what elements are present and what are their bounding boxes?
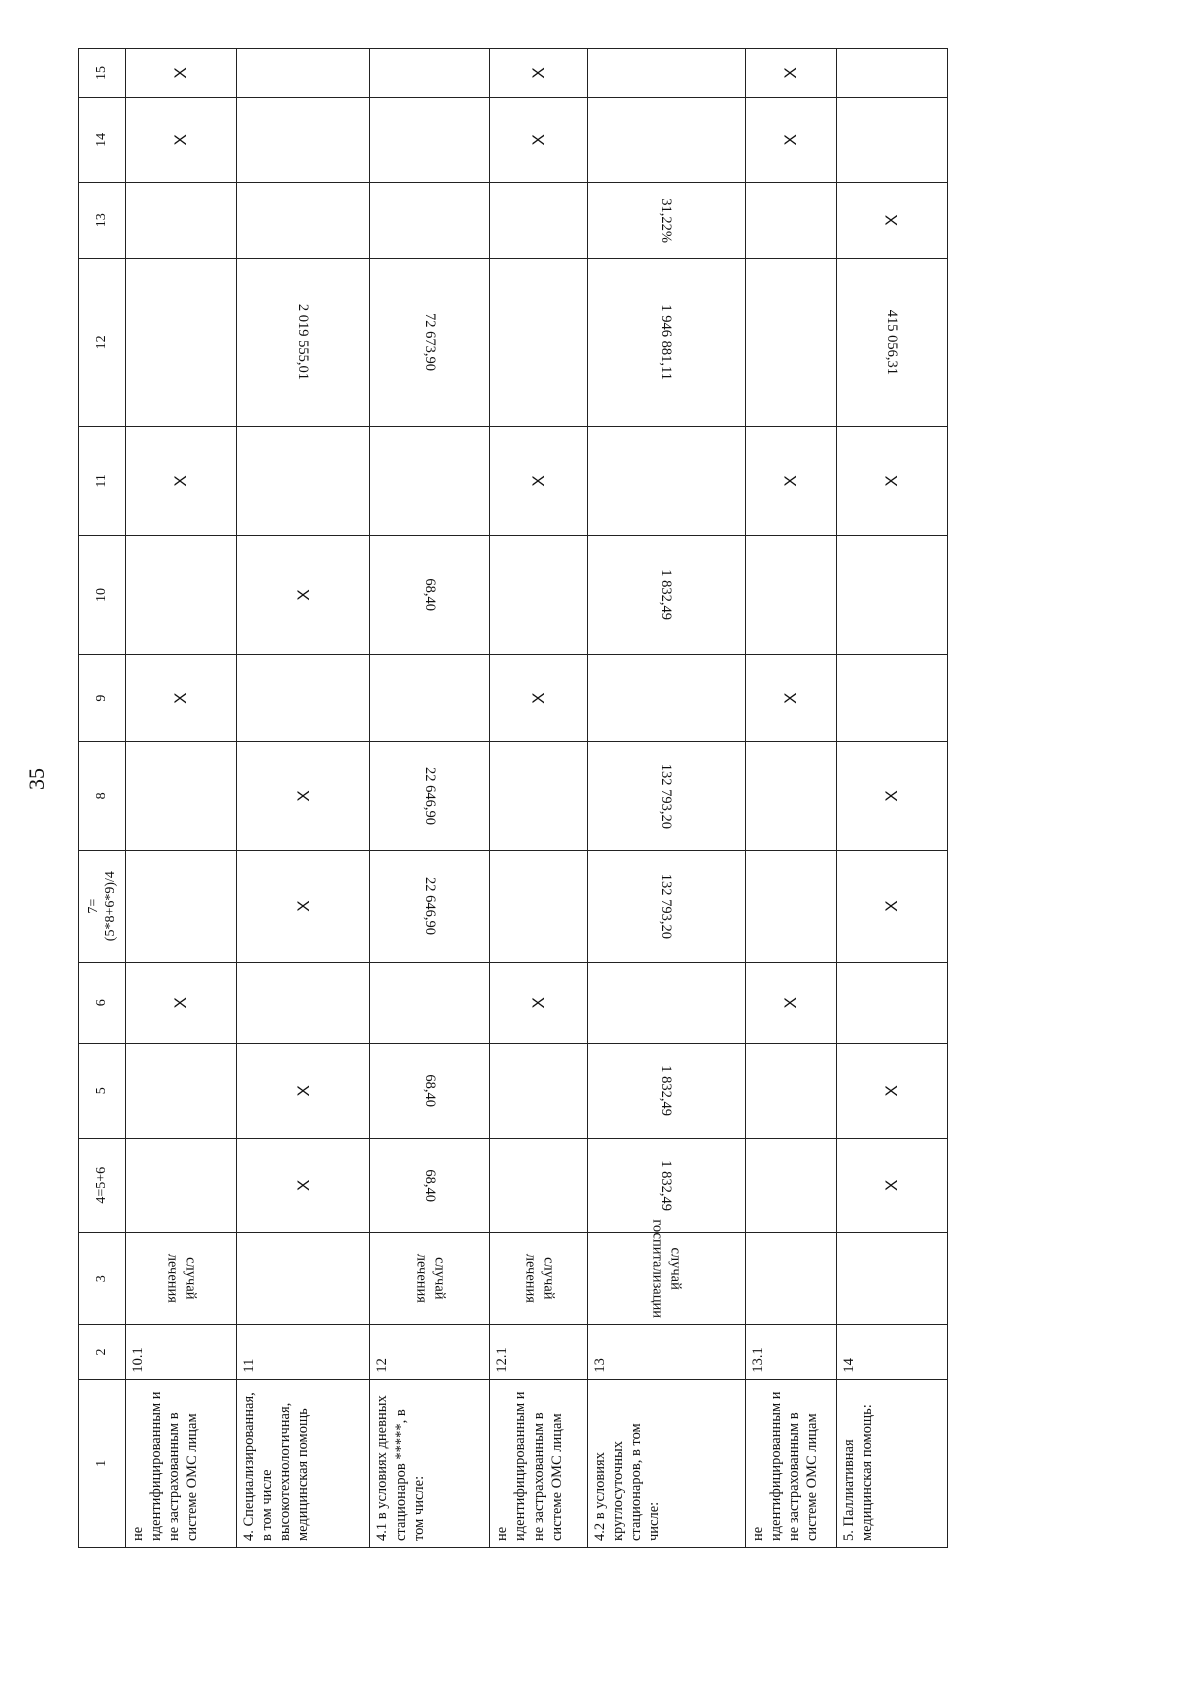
value-cell bbox=[490, 97, 588, 182]
row-number-cell: 13.1 bbox=[745, 1325, 836, 1379]
value-cell bbox=[836, 850, 947, 962]
unit-cell bbox=[836, 1233, 947, 1325]
value-cell bbox=[490, 182, 588, 258]
value-cell bbox=[745, 850, 836, 962]
value-text: 22 646,90 bbox=[421, 766, 438, 825]
unit-text: случай лечения bbox=[164, 1254, 199, 1304]
x-mark: X bbox=[882, 900, 902, 912]
value-cell bbox=[370, 427, 490, 536]
value-cell bbox=[370, 535, 490, 654]
value-cell bbox=[836, 49, 947, 98]
table-row bbox=[745, 49, 836, 1548]
x-mark: X bbox=[293, 1085, 313, 1097]
x-mark: X bbox=[293, 589, 313, 601]
value-text: 132 793,20 bbox=[658, 873, 675, 939]
column-header: 8 bbox=[79, 742, 126, 851]
unit-cell bbox=[237, 1233, 370, 1325]
value-cell bbox=[490, 850, 588, 962]
column-header: 14 bbox=[79, 97, 126, 182]
data-table bbox=[78, 48, 948, 1548]
value-text: 22 646,90 bbox=[421, 877, 438, 936]
row-number-cell: 12 bbox=[370, 1325, 490, 1379]
value-cell bbox=[237, 258, 370, 426]
value-cell bbox=[490, 49, 588, 98]
column-header: 15 bbox=[79, 49, 126, 98]
value-cell bbox=[588, 49, 746, 98]
value-text: 1 946 881,11 bbox=[658, 304, 675, 381]
x-mark: X bbox=[781, 692, 801, 704]
x-mark: X bbox=[171, 475, 191, 487]
value-cell bbox=[490, 742, 588, 851]
value-cell bbox=[745, 427, 836, 536]
unit-text: случай госпитализации bbox=[649, 1219, 684, 1319]
value-cell bbox=[588, 427, 746, 536]
unit-cell bbox=[490, 1233, 588, 1325]
value-cell bbox=[126, 535, 237, 654]
column-header: 2 bbox=[79, 1325, 126, 1379]
value-cell bbox=[370, 962, 490, 1043]
value-cell bbox=[836, 1138, 947, 1233]
value-cell bbox=[490, 962, 588, 1043]
row-number-cell: 13 bbox=[588, 1325, 746, 1379]
column-header: 5 bbox=[79, 1044, 126, 1139]
row-name-cell: 4.1 в условиях дневных стационаров *****, в том числе: bbox=[370, 1379, 490, 1547]
column-header: 1 bbox=[79, 1379, 126, 1547]
value-cell bbox=[836, 1044, 947, 1139]
value-cell bbox=[836, 97, 947, 182]
unit-text: случай лечения bbox=[412, 1254, 447, 1304]
value-text: 132 793,20 bbox=[658, 763, 675, 829]
value-cell bbox=[126, 850, 237, 962]
value-cell bbox=[237, 742, 370, 851]
row-name-cell: не идентифицированным и не застрахованным в системе ОМС лицам bbox=[490, 1379, 588, 1547]
value-cell bbox=[836, 962, 947, 1043]
x-mark: X bbox=[293, 790, 313, 802]
column-header: 12 bbox=[79, 258, 126, 426]
column-header: 7= (5*8+6*9)/4 bbox=[79, 850, 126, 962]
table-row bbox=[490, 49, 588, 1548]
value-cell bbox=[126, 258, 237, 426]
value-cell bbox=[745, 49, 836, 98]
column-header: 13 bbox=[79, 182, 126, 258]
value-cell bbox=[237, 655, 370, 742]
value-cell bbox=[490, 1138, 588, 1233]
value-cell bbox=[370, 1138, 490, 1233]
value-cell bbox=[237, 962, 370, 1043]
value-text: 1 832,49 bbox=[658, 1159, 675, 1211]
unit-cell bbox=[745, 1233, 836, 1325]
value-cell bbox=[836, 742, 947, 851]
value-cell bbox=[370, 742, 490, 851]
table-container bbox=[78, 48, 948, 1548]
x-mark: X bbox=[781, 134, 801, 146]
value-cell bbox=[836, 182, 947, 258]
x-mark: X bbox=[529, 475, 549, 487]
x-mark: X bbox=[529, 997, 549, 1009]
value-cell bbox=[370, 49, 490, 98]
value-cell bbox=[126, 182, 237, 258]
row-name-cell: 4.2 в условиях круглосуточных стационаров, в том числе: bbox=[588, 1379, 746, 1547]
x-mark: X bbox=[529, 692, 549, 704]
value-cell bbox=[745, 655, 836, 742]
value-cell bbox=[490, 1044, 588, 1139]
value-cell bbox=[588, 535, 746, 654]
x-mark: X bbox=[882, 1085, 902, 1097]
value-cell bbox=[126, 1044, 237, 1139]
value-cell bbox=[745, 962, 836, 1043]
column-header: 9 bbox=[79, 655, 126, 742]
x-mark: X bbox=[171, 997, 191, 1009]
value-text: 31,22% bbox=[658, 197, 675, 243]
value-cell bbox=[126, 742, 237, 851]
value-cell bbox=[237, 850, 370, 962]
value-cell bbox=[745, 742, 836, 851]
x-mark: X bbox=[781, 67, 801, 79]
value-text: 415 056,31 bbox=[884, 309, 900, 376]
value-cell bbox=[745, 182, 836, 258]
x-mark: X bbox=[171, 134, 191, 146]
value-cell bbox=[370, 258, 490, 426]
x-mark: X bbox=[882, 790, 902, 802]
value-cell bbox=[836, 427, 947, 536]
value-text: 68,40 bbox=[421, 1074, 438, 1108]
value-cell bbox=[836, 258, 947, 426]
table-row bbox=[237, 49, 370, 1548]
value-cell bbox=[588, 655, 746, 742]
x-mark: X bbox=[781, 475, 801, 487]
column-header: 6 bbox=[79, 962, 126, 1043]
value-cell bbox=[237, 182, 370, 258]
value-cell bbox=[588, 850, 746, 962]
row-number-cell: 10.1 bbox=[126, 1325, 237, 1379]
row-name-cell: 4. Специализированная, в том числе высокотехнологичная, медицинская помощь bbox=[237, 1379, 370, 1547]
value-cell bbox=[237, 427, 370, 536]
table-row bbox=[126, 49, 237, 1548]
unit-cell bbox=[126, 1233, 237, 1325]
x-mark: X bbox=[882, 214, 902, 226]
value-cell bbox=[588, 182, 746, 258]
value-cell bbox=[237, 97, 370, 182]
x-mark: X bbox=[529, 67, 549, 79]
unit-cell bbox=[588, 1219, 746, 1325]
value-cell bbox=[836, 655, 947, 742]
value-cell bbox=[370, 97, 490, 182]
value-cell bbox=[126, 962, 237, 1043]
x-mark: X bbox=[882, 1179, 902, 1191]
table-row bbox=[836, 49, 947, 1548]
row-name-cell: не идентифицированным и не застрахованным в системе ОМС лицам bbox=[745, 1379, 836, 1547]
x-mark: X bbox=[781, 997, 801, 1009]
value-cell bbox=[126, 1138, 237, 1233]
value-cell bbox=[126, 427, 237, 536]
column-header: 11 bbox=[79, 427, 126, 536]
x-mark: X bbox=[171, 692, 191, 704]
value-text: 68,40 bbox=[421, 1168, 438, 1202]
value-text: 1 832,49 bbox=[658, 1065, 675, 1117]
value-cell bbox=[588, 97, 746, 182]
value-cell bbox=[126, 49, 237, 98]
value-cell bbox=[370, 1044, 490, 1139]
value-cell bbox=[237, 1138, 370, 1233]
header-row bbox=[79, 49, 126, 1548]
column-header: 10 bbox=[79, 535, 126, 654]
table-row bbox=[370, 49, 490, 1548]
value-cell bbox=[745, 258, 836, 426]
value-cell bbox=[490, 655, 588, 742]
value-cell bbox=[588, 1138, 746, 1233]
table-row bbox=[588, 49, 746, 1548]
value-cell bbox=[588, 962, 746, 1043]
value-cell bbox=[745, 1138, 836, 1233]
value-cell bbox=[370, 850, 490, 962]
x-mark: X bbox=[882, 475, 902, 487]
value-cell bbox=[588, 258, 746, 426]
value-cell bbox=[490, 258, 588, 426]
value-cell bbox=[237, 1044, 370, 1139]
value-cell bbox=[370, 182, 490, 258]
value-cell bbox=[745, 1044, 836, 1139]
x-mark: X bbox=[529, 134, 549, 146]
row-number-cell: 11 bbox=[237, 1325, 370, 1379]
value-text: 1 832,49 bbox=[658, 569, 675, 621]
value-text: 2 019 555,01 bbox=[295, 304, 312, 381]
value-text: 72 673,90 bbox=[421, 313, 438, 372]
column-header: 4=5+6 bbox=[79, 1138, 126, 1233]
value-text: 68,40 bbox=[421, 578, 438, 612]
value-cell bbox=[370, 655, 490, 742]
value-cell bbox=[126, 655, 237, 742]
row-name-cell: 5. Паллиативная медицинская помощь: bbox=[836, 1379, 947, 1547]
x-mark: X bbox=[293, 900, 313, 912]
value-cell bbox=[126, 97, 237, 182]
row-number-cell: 12.1 bbox=[490, 1325, 588, 1379]
value-cell bbox=[745, 535, 836, 654]
value-cell bbox=[237, 535, 370, 654]
value-cell bbox=[588, 742, 746, 851]
value-cell bbox=[836, 535, 947, 654]
x-mark: X bbox=[293, 1179, 313, 1191]
value-cell bbox=[237, 49, 370, 98]
column-header: 3 bbox=[79, 1233, 126, 1325]
value-cell bbox=[588, 1044, 746, 1139]
value-cell bbox=[745, 97, 836, 182]
unit-cell bbox=[370, 1233, 490, 1325]
value-cell bbox=[490, 427, 588, 536]
row-name-cell: не идентифицированным и не застрахованным в системе ОМС лицам bbox=[126, 1379, 237, 1547]
value-cell bbox=[490, 535, 588, 654]
x-mark: X bbox=[171, 67, 191, 79]
row-number-cell: 14 bbox=[836, 1325, 947, 1379]
page-number: 35 bbox=[24, 768, 49, 790]
unit-text: случай лечения bbox=[521, 1254, 556, 1304]
